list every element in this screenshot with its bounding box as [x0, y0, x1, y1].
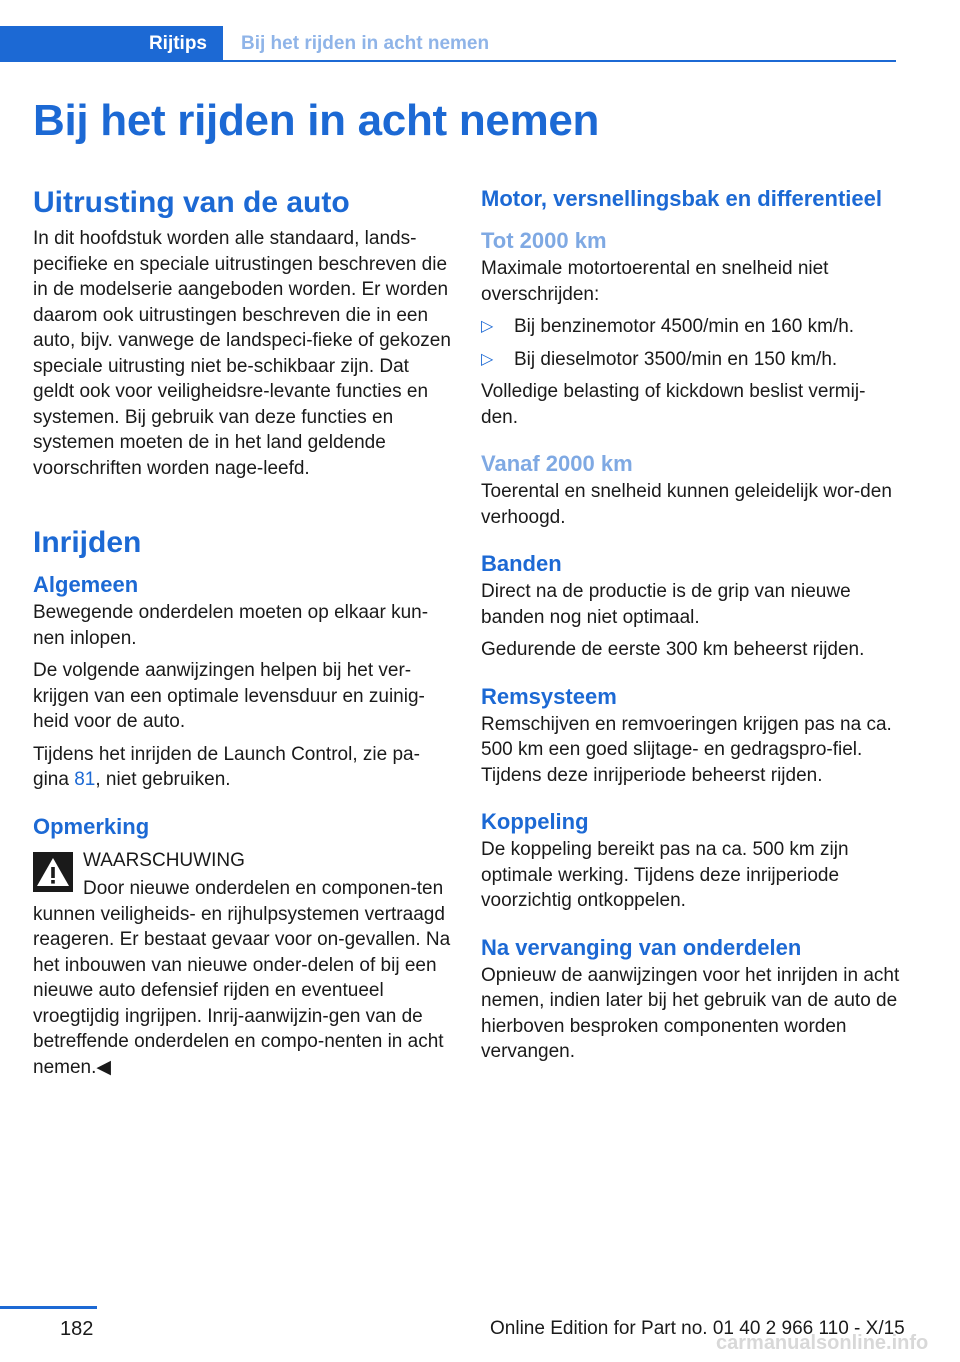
subsection-title-vervanging: Na vervanging van onderdelen — [481, 934, 802, 960]
list-item-text: Bij benzinemotor 4500/min en 160 km/h. — [514, 316, 855, 337]
paragraph-vervanging: Opnieuw de aanwijzingen voor het inrijden in acht nemen, indien later bij het gebruik van de auto de hierboven besproken componenten worden vervangen. — [481, 964, 900, 1062]
warning-label: WAARSCHUWING — [83, 849, 245, 871]
edition-info: Online Edition for Part no. 01 40 2 966 110 - X/15 — [490, 1318, 905, 1339]
header-bar — [0, 26, 896, 62]
subsection-title-koppeling: Koppeling — [481, 809, 589, 834]
warning-block — [33, 848, 451, 874]
page-link-81[interactable]: 81 — [74, 769, 96, 790]
page-number: 182 — [60, 1318, 94, 1340]
paragraph-remsysteem: Remschijven en remvoeringen krijgen pas na ca. 500 km een goed slijtage- en gedragspro-fiel. Tijdens deze inrijperiode beheerst rijden. — [481, 713, 892, 786]
subsection-title-tot-2000: Tot 2000 km — [481, 228, 607, 253]
paragraph-banden-2: Gedurende de eerste 300 km beheerst rijden. — [481, 639, 865, 660]
subsection-title-remsysteem: Remsysteem — [481, 683, 617, 709]
rpm-limit-list — [481, 314, 901, 372]
list-item-text: Bij dieselmotor 3500/min en 150 km/h. — [514, 348, 838, 370]
warning-icon — [33, 852, 73, 892]
watermark: carmanualsonline.info — [716, 1332, 929, 1354]
left-column — [33, 184, 451, 1080]
paragraph-algemeen-2: De volgende aanwijzingen helpen bij het ver-krijgen van een optimale levensduur en zuinig-heid voor de auto. — [33, 660, 425, 732]
triangle-right-icon: ▷ — [481, 350, 494, 368]
paragraph-vanaf-2000: Toerental en snelheid kunnen geleidelijk wor-den verhoogd. — [481, 481, 892, 528]
section-tab[interactable] — [0, 26, 223, 62]
subsection-title-opmerking: Opmerking — [33, 813, 150, 839]
text-niet-gebruiken: , niet gebruiken. — [95, 769, 231, 790]
paragraph-uitrusting: In dit hoofdstuk worden alle standaard, lands-pecifieke en speciale uitrustingen beschreven die in de modelserie aangeboden worden. Er worden daarom ook uitrustingen beschreven die in een auto, bijv. vanwege de landspeci-fieke of gekozen speciale uitrusting niet be-schikbaar zijn. Dat geldt ook voor veiligheidsre-levante functies en systemen. Bij gebruik van deze functies en systemen moeten de in het land geldende voorschriften worden nage-leefd. — [33, 228, 451, 479]
paragraph-tot-2000: Maximale motortoerental en snelheid niet overschrijden: — [481, 258, 829, 305]
paragraph-banden-1: Direct na de productie is de grip van nieuwe banden nog niet optimaal. — [481, 581, 851, 628]
subsection-title-banden: Banden — [481, 551, 562, 576]
warning-text — [33, 876, 451, 1080]
paragraph-koppeling: De koppeling bereikt pas na ca. 500 km zijn optimale werking. Tijdens deze inrijperiode voorzichtig ontkoppelen. — [481, 839, 849, 911]
warning-body: Door nieuwe onderdelen en componen-ten kunnen veiligheids- en rijhulpsystemen vertraagd reageren. Er bestaat gevaar voor on-gevallen. Na het inbouwen van nieuwe onder-delen of bij een nieuwe auto defensief rijden en eventueel vroegtijdig ingrijpen. Inrij-aanwijzin-gen van de betreffende onderdelen en compo-nenten in acht nemen.◀ — [33, 878, 451, 1078]
paragraph-algemeen-1: Bewegende onderdelen moeten op elkaar kun-nen inlopen. — [33, 602, 429, 649]
section-title-motor: Motor, versnellingsbak en differentieel — [481, 186, 882, 211]
subsection-title-vanaf-2000: Vanaf 2000 km — [481, 451, 633, 476]
paragraph-algemeen-3 — [33, 742, 451, 793]
footer-divider — [0, 1306, 97, 1309]
paragraph-kickdown: Volledige belasting of kickdown beslist vermij-den. — [481, 381, 866, 428]
list-item — [481, 347, 901, 373]
section-title-inrijden: Inrijden — [33, 526, 142, 559]
subsection-title-algemeen: Algemeen — [33, 572, 139, 597]
page-title: Bij het rijden in acht nemen — [33, 96, 600, 145]
section-tab-label: Rijtips — [148, 33, 207, 54]
section-title-uitrusting: Uitrusting van de auto — [33, 186, 350, 219]
breadcrumb[interactable]: Bij het rijden in acht nemen — [241, 33, 490, 54]
text-launch-control: Tijdens het inrijden de Launch Control, zie pa-gina — [33, 743, 420, 790]
list-item — [481, 314, 901, 340]
right-column — [481, 184, 901, 1065]
triangle-right-icon: ▷ — [481, 318, 494, 335]
